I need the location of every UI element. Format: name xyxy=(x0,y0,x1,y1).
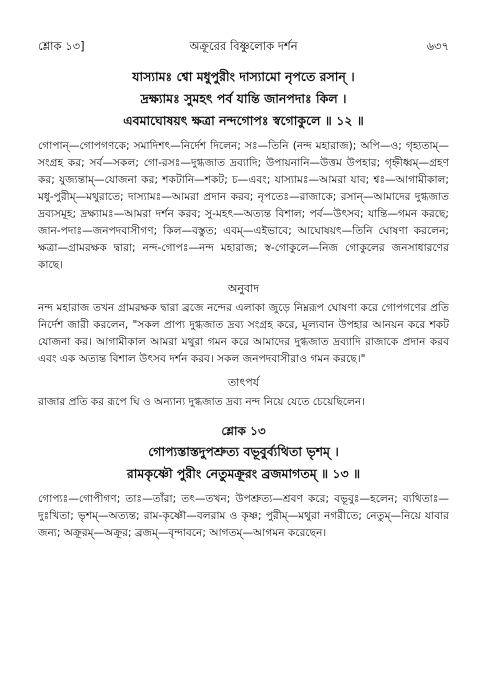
synonyms-13 xyxy=(38,491,449,542)
synonyms-13-text: গোপ্যঃ—গোপীগণ; তাঃ—তাঁরা; তৎ—তখন; উপশ্রুত্য—শ্রবণ করে; বভূবুঃ—হলেন; ব্যথিতাঃ—দুঃখিতা; ভৃশম্—অত্যন্ত; রাম-কৃষ্ণৌ—বলরাম ও কৃষ্ণ; পুরীম্—মথুরা নগরীতে; নেতুম্—নিয়ে যাবার জন্য; অক্রূরম্—অক্রূর; ব্রজম্—বৃন্দাবনে; আগতম্—আগমন করেছেন। xyxy=(38,493,449,539)
page-header xyxy=(38,38,449,56)
verse-13-line-1: গোপ্যস্তাস্তদুপশ্রুত্য বভূবুর্ব্যথিতা ভৃশম্ । xyxy=(148,444,339,459)
translation-heading: অনুবাদ xyxy=(227,282,260,295)
verse-12-line-1: যাস্যামঃ শ্বো মধুপুরীং দাস্যামো নৃপতে রসান্ । xyxy=(132,69,355,84)
purport-12 xyxy=(38,394,449,411)
purport-12-text: রাজার প্রতি কর রূপে ঘি ও অন্যান্য দুগ্ধজাত দ্রব্য নন্দ নিয়ে যেতে চেয়েছিলেন। xyxy=(38,396,366,408)
page-content xyxy=(38,66,449,542)
header-verse-ref: শ্লোক ১৩] xyxy=(38,39,85,53)
synonyms-12 xyxy=(38,138,449,274)
header-page-number: ৬৩৭ xyxy=(426,39,449,53)
translation-12 xyxy=(38,300,449,368)
header-chapter-title: অক্রূরের বিষ্ণুলোক দর্শন xyxy=(189,39,298,53)
verse-13-line-2: রামকৃষ্ণৌ পুরীং নেতুমক্রূরং ব্রজমাগতম্ ॥ ১৩ ॥ xyxy=(126,466,361,481)
translation-12-text: নন্দ মহারাজ তখন গ্রামরক্ষক দ্বারা ব্রজে নন্দের এলাকা জুড়ে নিম্নরূপ ঘোষণা করে গোপগণের প্রতি নির্দেশ জারী করলেন, "সকল প্রাপ্য দুগ্ধজাত দ্রব্য সংগ্রহ করে, মূল্যবান উপহার আনয়ন করে শকট যোজনা কর। আগামীকাল আমরা মথুরা গমন করে আমাদের দুগ্ধজাত দ্রব্যাদি রাজাকে প্রদান করব এবং এক অত্যন্ত বিশাল উৎসব দর্শন করব। সকল জনপদবাসীরাও গমন করছে।" xyxy=(38,302,449,365)
verse-12-text xyxy=(38,66,449,132)
verse-12-line-3: এবমাঘোষয়ৎ ক্ষত্রা নন্দগোপঃ স্বগোকুলে ॥ ১২ ॥ xyxy=(123,113,364,128)
verse-13-heading: শ্লোক ১৩ xyxy=(221,424,266,438)
synonyms-12-text: গোপান্—গোপগণকে; সমাদিশৎ—নির্দেশ দিলেন; সঃ—তিনি (নন্দ মহারাজ); অপি—ও; গৃহ্যতাম্—সংগ্রহ কর; সর্ব—সকল; গো-রসঃ—দুগ্ধজাত দ্রব্যাদি; উপায়নানি—উত্তম উপহার; গৃহ্নীধ্বম্—গ্রহণ কর; যুজ্যন্তাম্—যোজনা কর; শকটানি—শকট; চ—এবং; যাস্যামঃ—আমরা যাব; শ্বঃ—আগামীকাল; মধু-পুরীম্—মথুরাতে; দাস্যামঃ—আমরা প্রদান করব; নৃপতেঃ—রাজাকে; রসান্—আমাদের দুগ্ধজাত দ্রব্যসমূহ; দ্রক্ষ্যামঃ—আমরা দর্শন করব; সু-মহৎ—অত্যন্ত বিশাল; পর্ব—উৎসব; যান্তি—গমন করছে; জান-পদাঃ—জনপদবাসীগণ; কিল—বস্তুত; এবম্—এইভাবে; আঘোষয়ৎ—তিনি ঘোষণা করলেন; ক্ষত্রা—গ্রামরক্ষক দ্বারা; নন্দ-গোপঃ—নন্দ মহারাজ; স্ব-গোকুলে—নিজ গোকুলের জনসাধারণের কাছে। xyxy=(38,140,449,271)
verse-12-line-2: দ্রক্ষ্যামঃ সুমহৎ পর্ব যান্তি জানপদাঃ কিল । xyxy=(140,91,347,106)
purport-heading: তাৎপর্য xyxy=(227,376,260,389)
verse-13-text xyxy=(38,441,449,485)
